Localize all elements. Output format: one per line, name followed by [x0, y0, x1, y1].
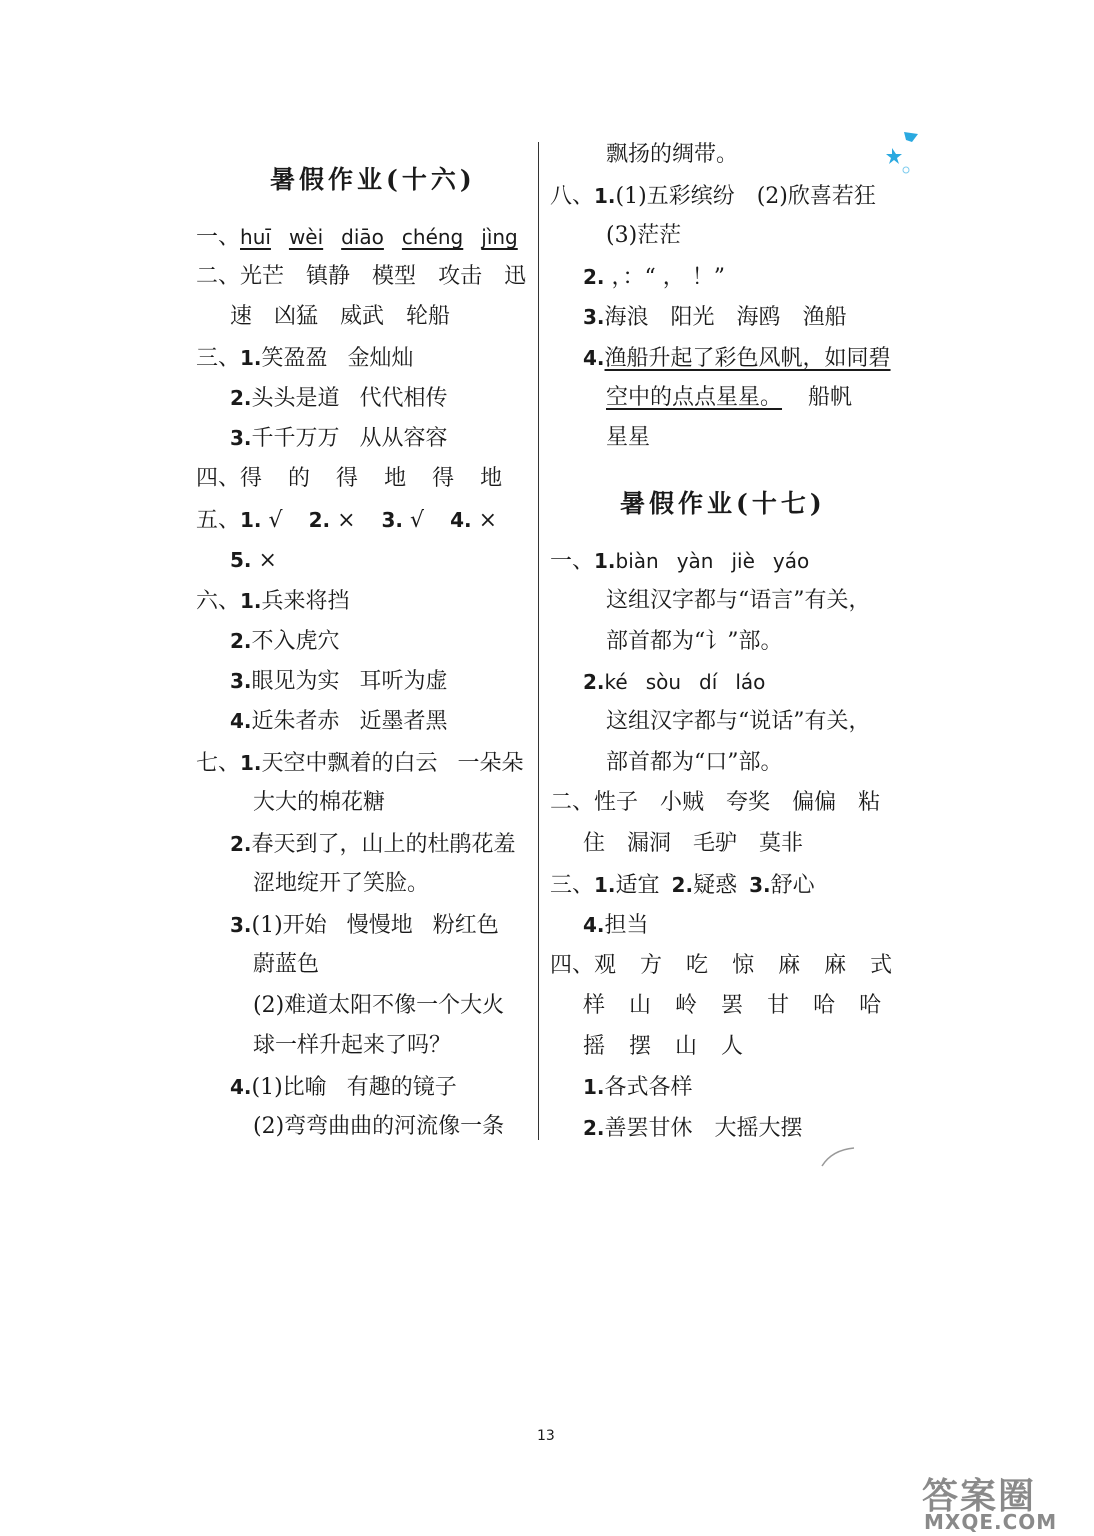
arc-deco-icon: [818, 1140, 858, 1170]
r-q4-item-1: 1.各式各样: [583, 1075, 693, 1100]
q2-line-1: 二、光芒 镇静 模型 攻击 迅: [196, 264, 527, 289]
q6-item-1: 六、1.兵来将挡: [196, 589, 350, 614]
q8-item-2: 2. ，：“ ， ！”: [583, 265, 725, 290]
r-q2-line-1: 二、性子 小贼 夸奖 偏偏 粘: [550, 790, 881, 815]
q5-line-1: 五、1. √ 2. × 3. √ 4. ×: [196, 508, 498, 533]
r-q4-line-3: 摇 摆 山 人: [583, 1034, 744, 1059]
column-divider: [538, 142, 539, 1140]
q7-item-1-line-2: 大大的棉花糖: [253, 790, 386, 815]
q6-item-4: 4.近朱者赤 近墨者黑: [230, 709, 448, 734]
r-q1-item-2-line-1: 2.ké sòu dí láo: [583, 670, 766, 694]
q2-line-2: 速 凶猛 威武 轮船: [230, 304, 451, 329]
watermark-url: MXQE.COM: [924, 1510, 1058, 1534]
r-q3-line-2: 4.担当: [583, 913, 649, 938]
r-q2-line-2: 住 漏洞 毛驴 莫非: [583, 831, 804, 856]
q8-item-1-line-2: (3)茫茫: [606, 223, 682, 248]
q5-line-2: 5. ×: [230, 548, 277, 573]
q3-item-3: 3.千千万万 从从容容: [230, 426, 448, 451]
q8-item-4-line-3: 星星: [606, 425, 651, 450]
r-q1-item-2-line-2: 这组汉字都与“说话”有关，: [606, 709, 871, 734]
r-q1-item-2-line-3: 部首都为“口”部。: [606, 750, 783, 775]
star-deco-icon: [884, 128, 920, 176]
q8-item-3: 3.海浪 阳光 海鸥 渔船: [583, 305, 847, 330]
r-q1-item-1-line-2: 这组汉字都与“语言”有关，: [606, 588, 871, 613]
r-q3-line-1: 三、1.适宜 2.疑惑 3.舒心: [550, 873, 815, 898]
q8-item-1-line-1: 八、1.(1)五彩缤纷 (2)欣喜若狂: [550, 184, 876, 209]
q1-line: 一、huī wèi diāo chéng jìng: [196, 225, 518, 250]
section-title-16: 暑假作业(十六): [270, 165, 476, 194]
q7-item-1-line-1: 七、1.天空中飘着的白云 一朵朵: [196, 751, 524, 776]
r-q1-item-1-line-1: 一、1.biàn yàn jiè yáo: [550, 549, 810, 574]
watermark-logo-text: 答案圈: [922, 1476, 1037, 1517]
section-title-17: 暑假作业(十七): [620, 489, 826, 518]
q7-item-2-line-2: 涩地绽开了笑脸。: [253, 871, 430, 896]
q7-item-3-line-3: (2)难道太阳不像一个大火: [253, 993, 505, 1018]
r-q4-item-2: 2.善罢甘休 大摇大摆: [583, 1116, 803, 1141]
q7-item-3-line-2: 蔚蓝色: [253, 952, 320, 977]
q3-item-1: 三、1.笑盈盈 金灿灿: [196, 346, 414, 371]
watermark-logo: [918, 1468, 1088, 1534]
q7-item-3-line-1: 3.(1)开始 慢慢地 粉红色: [230, 913, 499, 938]
q7-item-4-line-2: (2)弯弯曲曲的河流像一条: [253, 1114, 505, 1139]
r-q4-line-1: 四、观 方 吃 惊 麻 麻 式: [550, 953, 893, 978]
q7-item-2-line-1: 2.春天到了，山上的杜鹃花羞: [230, 832, 516, 857]
r-q4-line-2: 样 山 岭 罢 甘 哈 哈: [583, 993, 882, 1018]
q6-item-2: 2.不入虎穴: [230, 629, 340, 654]
r-q1-item-1-line-3: 部首都为“讠”部。: [606, 629, 783, 654]
q6-item-3: 3.眼见为实 耳听为虚: [230, 669, 448, 694]
q8-item-4-line-1: 4.渔船升起了彩色风帆，如同碧: [583, 346, 891, 371]
q7-item-4-line-1: 4.(1)比喻 有趣的镜子: [230, 1075, 457, 1100]
page-number: 13: [537, 1428, 555, 1444]
continued-text: 飘扬的绸带。: [606, 142, 739, 167]
q4-line: 四、得 的 得 地 得 地: [196, 466, 503, 491]
q7-item-3-line-4: 球一样升起来了吗？: [253, 1033, 452, 1058]
q3-item-2: 2.头头是道 代代相传: [230, 386, 448, 411]
q8-item-4-line-2: 空中的点点星星。 船帆: [606, 385, 853, 410]
